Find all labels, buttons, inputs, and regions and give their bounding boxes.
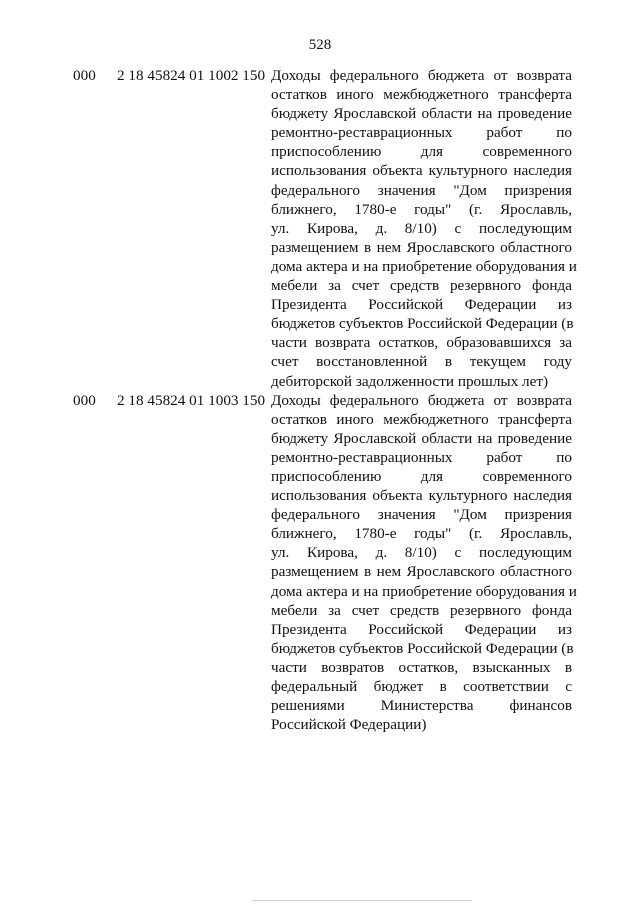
description-line: приспособлению для современного [271, 143, 572, 161]
description-line: части возврата остатков, образовавшихся за [271, 334, 572, 352]
revenue-entries-list [0, 66, 640, 734]
description-line: остатков иного межбюджетного трансферта [271, 86, 572, 104]
description-line: ремонтно-реставрационных работ по [271, 124, 572, 142]
admin-code: 000 [73, 391, 96, 409]
description-line: ближнего, 1780-е годы" (г. Ярославль, [271, 200, 572, 218]
description-line: ул. Кирова, д. 8/10) с последующим [271, 544, 572, 562]
description-line: федеральный бюджет в соответствии с [271, 678, 572, 695]
revenue-entry [0, 391, 640, 735]
scan-artifact-line [252, 900, 472, 901]
description-line: бюджету Ярославской области на проведение [271, 429, 572, 447]
budget-classification-code: 2 18 45824 01 1003 150 [117, 391, 266, 409]
description-line: Доходы федерального бюджета от возврата [271, 391, 572, 409]
description-line: Президента Российской Федерации из [271, 296, 572, 314]
description-line: бюджету Ярославской области на проведение [271, 105, 572, 123]
description-line: мебели за счет средств резервного фонда [271, 277, 572, 295]
description-line: остатков иного межбюджетного трансферта [271, 410, 572, 428]
description-line: дома актера и на приобретение оборудования и [271, 257, 577, 275]
description-line: федерального значения "Дом призрения [271, 506, 572, 524]
description-line: части возвратов остатков, взысканных в [271, 658, 572, 676]
page-number: 528 [308, 37, 332, 53]
admin-code: 000 [73, 67, 96, 84]
revenue-description [271, 66, 577, 391]
description-line: размещением в нем Ярославского областного [271, 563, 572, 581]
description-line: Российской Федерации) [271, 716, 427, 734]
description-line: дебиторской задолженности прошлых лет) [271, 372, 549, 390]
description-line: счет восстановленной в текущем году [271, 353, 572, 371]
description-line: Доходы федерального бюджета от возврата [271, 67, 572, 84]
description-line: федерального значения "Дом призрения [271, 181, 572, 199]
description-line: использования объекта культурного наследия [271, 487, 572, 505]
description-line: Президента Российской Федерации из [271, 620, 572, 638]
description-line: ул. Кирова, д. 8/10) с последующим [271, 219, 572, 237]
description-line: бюджетов субъектов Российской Федерации (в [271, 315, 574, 333]
description-line: размещением в нем Ярославского областного [271, 238, 572, 256]
description-line: мебели за счет средств резервного фонда [271, 601, 572, 619]
description-line: решениями Министерства финансов [271, 697, 572, 715]
budget-classification-code: 2 18 45824 01 1002 150 [117, 67, 266, 84]
description-line: приспособлению для современного [271, 467, 572, 485]
description-line: использования объекта культурного наследия [271, 162, 572, 180]
description-line: ближнего, 1780-е годы" (г. Ярославль, [271, 525, 572, 543]
revenue-entry [0, 66, 640, 391]
description-line: дома актера и на приобретение оборудования и [271, 582, 577, 600]
revenue-description [271, 391, 577, 735]
description-line: бюджетов субъектов Российской Федерации (в [271, 639, 574, 657]
description-line: ремонтно-реставрационных работ по [271, 448, 572, 466]
